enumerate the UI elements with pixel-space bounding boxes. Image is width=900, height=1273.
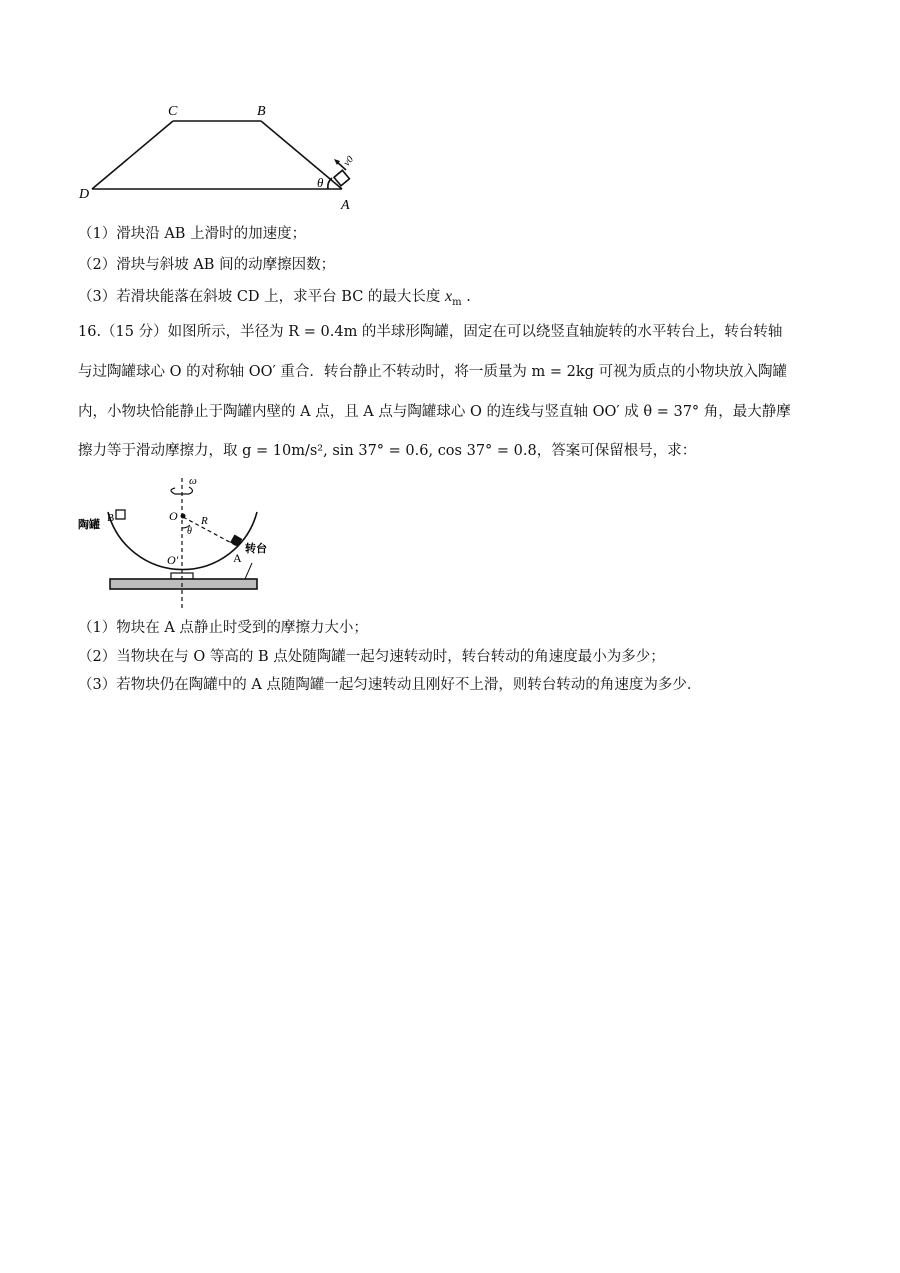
label-B: B	[257, 104, 266, 119]
q16-line2: 与过陶罐球心 O 的对称轴 OO′ 重合．转台静止不转动时，将一质量为 m = 2kg 可视为质点的小物块放入陶罐	[78, 364, 788, 380]
block-B	[116, 510, 125, 519]
slope-CD	[92, 121, 173, 189]
label-B: B	[107, 512, 115, 524]
q15-sub3-var: x	[445, 288, 453, 305]
slope-AB	[261, 121, 342, 189]
q16-sub2: （2）当物块在与 O 等高的 B 点处随陶罐一起匀速转动时，转台转动的角速度最小为多少；	[78, 649, 665, 665]
q15-sub3-text: （3）若滑块能落在斜坡 CD 上，求平台 BC 的最大长度	[78, 289, 446, 305]
turntable-leader	[245, 563, 252, 579]
label-R: R	[201, 515, 208, 527]
label-O: O	[169, 509, 178, 523]
q15-sub3-sub: m	[452, 296, 462, 308]
label-C: C	[168, 104, 178, 119]
turntable-plate	[110, 579, 257, 589]
q16-sub1: （1）物块在 A 点静止时受到的摩擦力大小；	[78, 620, 368, 636]
label-zhuantai: 转台	[245, 542, 267, 555]
label-theta: θ	[187, 526, 192, 537]
center-O	[181, 514, 186, 519]
label-omega: ω	[189, 475, 197, 487]
slope-figure	[70, 95, 370, 215]
label-taoguan: 陶罐	[78, 518, 100, 531]
q16-line3: 内，小物块恰能静止于陶罐内壁的 A 点，且 A 点与陶罐球心 O 的连线与竖直轴 OO′ 成 θ = 37° 角，最大静摩	[78, 404, 791, 420]
block-A	[230, 535, 242, 547]
q16-line1: 16.（15 分）如图所示，半径为 R = 0.4m 的半球形陶罐，固定在可以绕竖直轴旋转的水平转台上，转台转轴	[78, 324, 783, 340]
angle-arc	[328, 178, 332, 189]
q15-sub2: （2）滑块与斜坡 AB 间的动摩擦因数；	[78, 257, 336, 273]
q15-sub1: （1）滑块沿 AB 上滑时的加速度；	[78, 226, 307, 242]
label-Oprime: O′	[167, 553, 179, 567]
bowl-figure	[75, 470, 275, 612]
label-D: D	[79, 187, 90, 202]
label-A: A	[233, 551, 242, 565]
q16-sub3: （3）若物块仍在陶罐中的 A 点随陶罐一起匀速转动且刚好不上滑，则转台转动的角速度为多少．	[78, 677, 702, 693]
label-A: A	[341, 198, 350, 213]
q15-sub3	[78, 287, 471, 313]
label-v0: v0	[341, 154, 356, 169]
q15-sub3-end: .	[461, 289, 471, 305]
q16-line4: 擦力等于滑动摩擦力，取 g = 10m/s², sin 37° = 0.6, cos 37° = 0.8，答案可保留根号，求：	[78, 443, 697, 459]
label-theta: θ	[317, 175, 324, 190]
